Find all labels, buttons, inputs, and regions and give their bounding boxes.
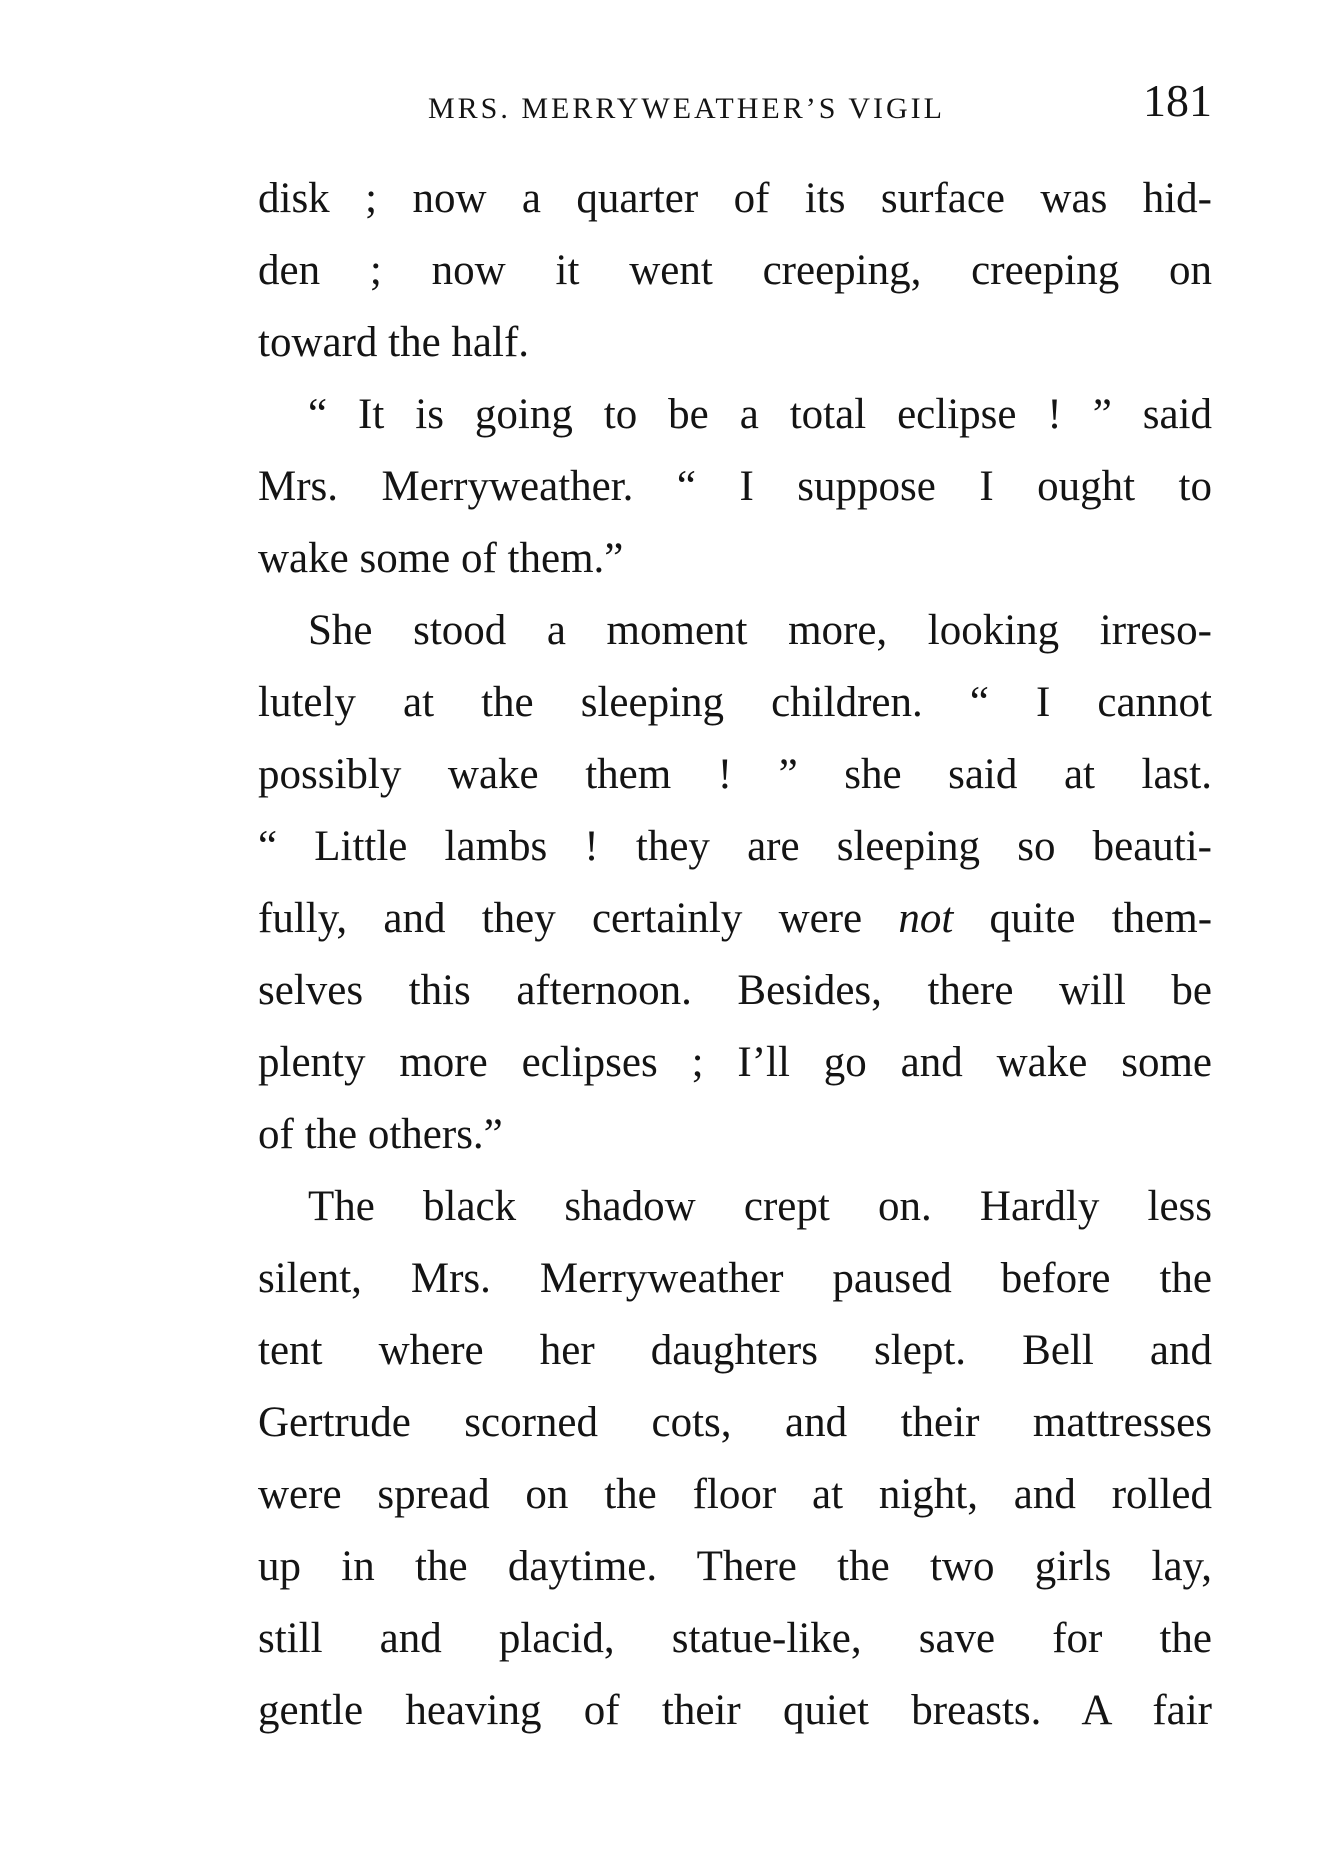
text-line: Mrs. Merryweather. “ I suppose I ought to [258, 463, 1212, 510]
text-line: fully, and they certainly were not quite them- [258, 895, 1212, 942]
text-line: The black shadow crept on. Hardly less [308, 1183, 1212, 1230]
running-title: MRS. MERRYWEATHER’S VIGIL [428, 92, 945, 125]
text-line: plenty more eclipses ; I’ll go and wake some [258, 1039, 1212, 1086]
page-body [258, 163, 1212, 1747]
text-line: tent where her daughters slept. Bell and [258, 1327, 1212, 1374]
paragraph [258, 595, 1212, 1171]
text-line: wake some of them.” [258, 535, 624, 582]
text-line: lutely at the sleeping children. “ I cannot [258, 679, 1212, 726]
text-line: “ It is going to be a total eclipse ! ” said [308, 391, 1212, 438]
text-line: toward the half. [258, 319, 530, 366]
text-line: “ Little lambs ! they are sleeping so beauti- [258, 823, 1212, 870]
text-line: She stood a moment more, looking irreso- [308, 607, 1212, 654]
text-line: silent, Mrs. Merryweather paused before the [258, 1255, 1212, 1302]
text-line: were spread on the floor at night, and rolled [258, 1471, 1212, 1518]
text-line: still and placid, statue-like, save for the [258, 1615, 1212, 1662]
page-number: 181 [1143, 75, 1212, 126]
text-line: of the others.” [258, 1111, 503, 1158]
paragraph [258, 163, 1212, 379]
paragraph [258, 379, 1212, 595]
text-line: up in the daytime. There the two girls lay, [258, 1543, 1212, 1590]
emphasis-word: not [898, 895, 954, 942]
text-line: possibly wake them ! ” she said at last. [258, 751, 1212, 798]
text-line: Gertrude scorned cots, and their mattresses [258, 1399, 1212, 1446]
text-line: gentle heaving of their quiet breasts. A fair [258, 1687, 1212, 1734]
text-line: disk ; now a quarter of its surface was hid- [258, 175, 1212, 222]
text-line: den ; now it went creeping, creeping on [258, 247, 1212, 294]
text-line: selves this afternoon. Besides, there will be [258, 967, 1212, 1014]
running-head [258, 74, 1212, 134]
paragraph [258, 1171, 1212, 1747]
